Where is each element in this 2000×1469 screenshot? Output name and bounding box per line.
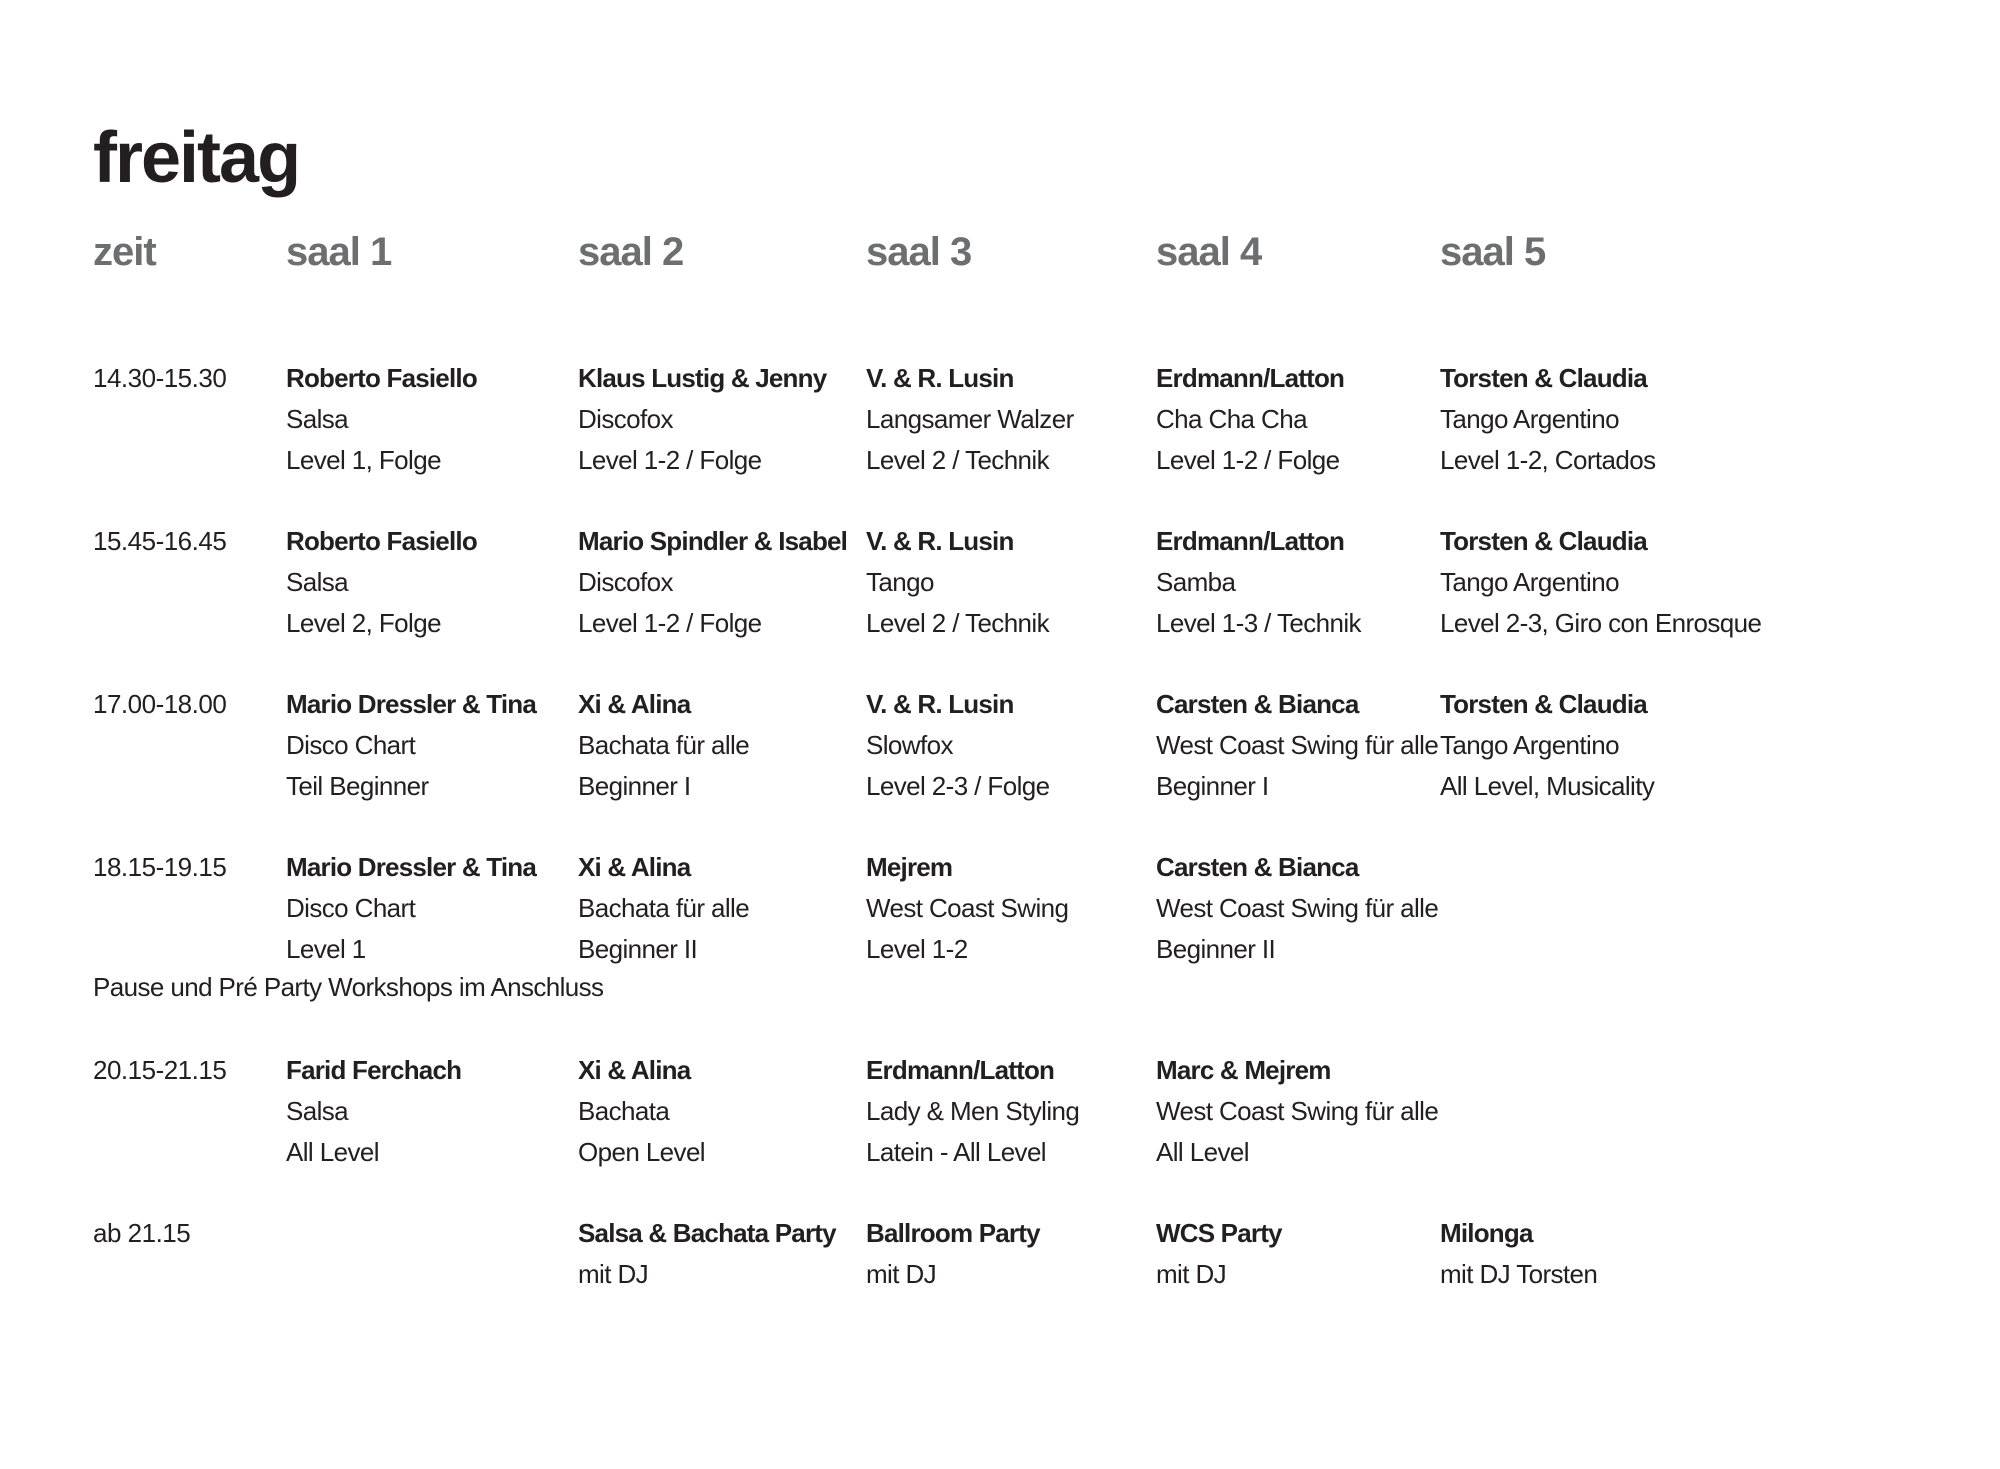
- level-info: Teil Beginner: [286, 771, 429, 801]
- break-note: Pause und Pré Party Workshops im Anschluss: [93, 972, 604, 1002]
- time-slot: 15.45-16.45: [93, 526, 227, 556]
- time-slot: 17.00-18.00: [93, 689, 227, 719]
- instructor-name: Klaus Lustig & Jenny: [578, 363, 827, 393]
- level-info: Level 2, Folge: [286, 608, 441, 638]
- workshop-cell: [286, 847, 536, 970]
- workshop-cell: [286, 684, 536, 807]
- workshop-cell: [286, 1050, 461, 1173]
- workshop-cell: [578, 358, 826, 481]
- instructor-name: Torsten & Claudia: [1440, 526, 1647, 556]
- level-info: Level 1, Folge: [286, 445, 441, 475]
- header-saal-3: saal 3: [866, 230, 972, 274]
- workshop-cell: [1156, 684, 1438, 807]
- workshop-cell: [1156, 847, 1438, 970]
- party-name: WCS Party: [1156, 1218, 1282, 1248]
- dance-style: West Coast Swing für alle: [1156, 1096, 1439, 1126]
- level-info: Level 2 / Technik: [866, 608, 1049, 638]
- party-dj: mit DJ: [578, 1259, 649, 1289]
- level-info: Latein - All Level: [866, 1137, 1046, 1167]
- dance-style: West Coast Swing: [866, 893, 1069, 923]
- workshop-cell: [578, 684, 749, 807]
- level-info: Level 1-2, Cortados: [1440, 445, 1656, 475]
- instructor-name: Roberto Fasiello: [286, 526, 477, 556]
- level-info: Level 1: [286, 934, 366, 964]
- dance-style: Disco Chart: [286, 730, 416, 760]
- workshop-cell: [866, 358, 1074, 481]
- instructor-name: V. & R. Lusin: [866, 526, 1014, 556]
- instructor-name: Mario Spindler & Isabel: [578, 526, 848, 556]
- level-info: All Level, Musicality: [1440, 771, 1655, 801]
- workshop-cell: [866, 521, 1049, 644]
- dance-style: Cha Cha Cha: [1156, 404, 1307, 434]
- level-info: Beginner I: [1156, 771, 1269, 801]
- instructor-name: Xi & Alina: [578, 689, 691, 719]
- level-info: Level 2-3 / Folge: [866, 771, 1050, 801]
- dance-style: Lady & Men Styling: [866, 1096, 1080, 1126]
- level-info: Beginner I: [578, 771, 691, 801]
- workshop-cell: [578, 1050, 705, 1173]
- header-time: zeit: [93, 230, 156, 274]
- workshop-cell: [578, 521, 847, 644]
- party-name: Milonga: [1440, 1218, 1533, 1248]
- level-info: Beginner II: [578, 934, 698, 964]
- header-saal-4: saal 4: [1156, 230, 1262, 274]
- dance-style: Bachata: [578, 1096, 670, 1126]
- level-info: Level 1-2 / Folge: [578, 608, 762, 638]
- party-dj: mit DJ Torsten: [1440, 1259, 1598, 1289]
- day-title: freitag: [93, 118, 300, 198]
- instructor-name: Xi & Alina: [578, 1055, 691, 1085]
- party-name: Salsa & Bachata Party: [578, 1218, 836, 1248]
- party-cell: [1440, 1213, 1597, 1295]
- level-info: Level 1-2 / Folge: [1156, 445, 1340, 475]
- instructor-name: Torsten & Claudia: [1440, 363, 1647, 393]
- level-info: Beginner II: [1156, 934, 1276, 964]
- workshop-cell: [1440, 358, 1656, 481]
- workshop-cell: [286, 358, 477, 481]
- workshop-cell: [866, 1050, 1079, 1173]
- dance-style: Slowfox: [866, 730, 953, 760]
- party-dj: mit DJ: [1156, 1259, 1227, 1289]
- level-info: Level 2-3, Giro con Enrosque: [1440, 608, 1762, 638]
- instructor-name: Mario Dressler & Tina: [286, 689, 537, 719]
- dance-style: West Coast Swing für alle: [1156, 893, 1439, 923]
- instructor-name: Farid Ferchach: [286, 1055, 462, 1085]
- dance-style: Disco Chart: [286, 893, 416, 923]
- party-cell: [578, 1213, 836, 1295]
- instructor-name: Carsten & Bianca: [1156, 689, 1359, 719]
- header-saal-1: saal 1: [286, 230, 392, 274]
- instructor-name: V. & R. Lusin: [866, 689, 1014, 719]
- level-info: Level 1-2 / Folge: [578, 445, 762, 475]
- instructor-name: Torsten & Claudia: [1440, 689, 1647, 719]
- time-slot: 20.15-21.15: [93, 1055, 227, 1085]
- instructor-name: Mario Dressler & Tina: [286, 852, 537, 882]
- party-cell: [1156, 1213, 1282, 1295]
- level-info: Level 1-2: [866, 934, 968, 964]
- instructor-name: V. & R. Lusin: [866, 363, 1014, 393]
- dance-style: Tango: [866, 567, 934, 597]
- dance-style: Discofox: [578, 404, 673, 434]
- time-slot: ab 21.15: [93, 1218, 191, 1248]
- dance-style: Tango Argentino: [1440, 404, 1619, 434]
- dance-style: Salsa: [286, 404, 349, 434]
- dance-style: Tango Argentino: [1440, 567, 1619, 597]
- dance-style: Salsa: [286, 1096, 349, 1126]
- level-info: Level 1-3 / Technik: [1156, 608, 1361, 638]
- dance-style: Samba: [1156, 567, 1236, 597]
- instructor-name: Carsten & Bianca: [1156, 852, 1359, 882]
- header-saal-2: saal 2: [578, 230, 684, 274]
- instructor-name: Erdmann/Latton: [1156, 526, 1345, 556]
- workshop-cell: [1440, 684, 1654, 807]
- dance-style: Tango Argentino: [1440, 730, 1619, 760]
- party-cell: [866, 1213, 1040, 1295]
- instructor-name: Erdmann/Latton: [1156, 363, 1345, 393]
- level-info: All Level: [1156, 1137, 1249, 1167]
- instructor-name: Marc & Mejrem: [1156, 1055, 1331, 1085]
- workshop-cell: [1156, 358, 1344, 481]
- dance-style: Bachata für alle: [578, 730, 750, 760]
- workshop-cell: [866, 684, 1049, 807]
- workshop-cell: [1440, 521, 1761, 644]
- workshop-cell: [1156, 1050, 1438, 1173]
- dance-style: Langsamer Walzer: [866, 404, 1074, 434]
- dance-style: Discofox: [578, 567, 673, 597]
- instructor-name: Erdmann/Latton: [866, 1055, 1055, 1085]
- header-saal-5: saal 5: [1440, 230, 1546, 274]
- instructor-name: Roberto Fasiello: [286, 363, 477, 393]
- workshop-cell: [1156, 521, 1361, 644]
- time-slot: 18.15-19.15: [93, 852, 227, 882]
- workshop-cell: [866, 847, 1068, 970]
- instructor-name: Mejrem: [866, 852, 953, 882]
- party-dj: mit DJ: [866, 1259, 937, 1289]
- level-info: All Level: [286, 1137, 379, 1167]
- party-name: Ballroom Party: [866, 1218, 1040, 1248]
- level-info: Open Level: [578, 1137, 705, 1167]
- dance-style: Salsa: [286, 567, 349, 597]
- workshop-cell: [578, 847, 749, 970]
- dance-style: Bachata für alle: [578, 893, 750, 923]
- time-slot: 14.30-15.30: [93, 363, 227, 393]
- workshop-cell: [286, 521, 477, 644]
- dance-style: West Coast Swing für alle: [1156, 730, 1439, 760]
- instructor-name: Xi & Alina: [578, 852, 691, 882]
- level-info: Level 2 / Technik: [866, 445, 1049, 475]
